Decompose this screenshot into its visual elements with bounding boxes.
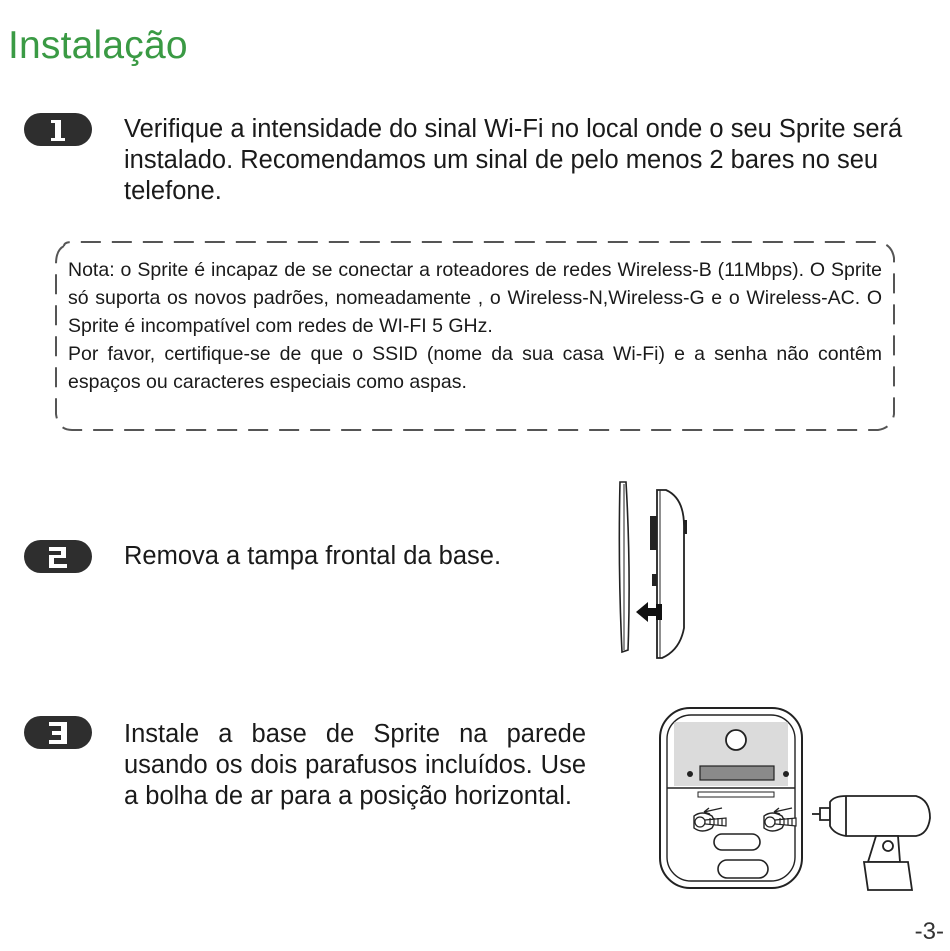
step-1-text: Verifique a intensidade do sinal Wi-Fi no local onde o seu Sprite será instalado. Recomendamos um sinal de pelo menos 2 bares no seu telefone. <box>124 115 903 205</box>
note-paragraph-1: Nota: o Sprite é incapaz de se conectar a roteadores de redes Wireless-B (11Mbps). O Sprite só suporta os novos padrões, nomeadamente , o Wireless-N,Wireless-G e o Wireless-AC. O Sprite é incompatível com redes de WI-FI 5 GHz. <box>68 259 882 337</box>
step-3-badge <box>24 716 92 749</box>
note-paragraph-2: Por favor, certifique-se de que o SSID (nome da sua casa Wi-Fi) e a senha não contêm espaços ou caracteres especiais como aspas. <box>68 343 882 393</box>
page-number: -3- <box>914 918 944 945</box>
digit-one-icon <box>48 118 68 142</box>
page-title: Instalação <box>8 24 188 67</box>
step-1-badge <box>24 113 92 146</box>
cover-removal-illustration <box>600 478 700 664</box>
wall-mount-illustration <box>656 704 932 896</box>
step-2-badge <box>24 540 92 573</box>
step-2-text: Remova a tampa frontal da base. <box>124 542 502 570</box>
digit-three-icon <box>47 721 69 745</box>
step-3-text: Instale a base de Sprite na parede usando os dois parafusos incluídos. Use a bolha de ar para a posição horizontal. <box>124 720 586 810</box>
digit-two-icon <box>47 545 69 569</box>
note-box <box>68 256 882 396</box>
